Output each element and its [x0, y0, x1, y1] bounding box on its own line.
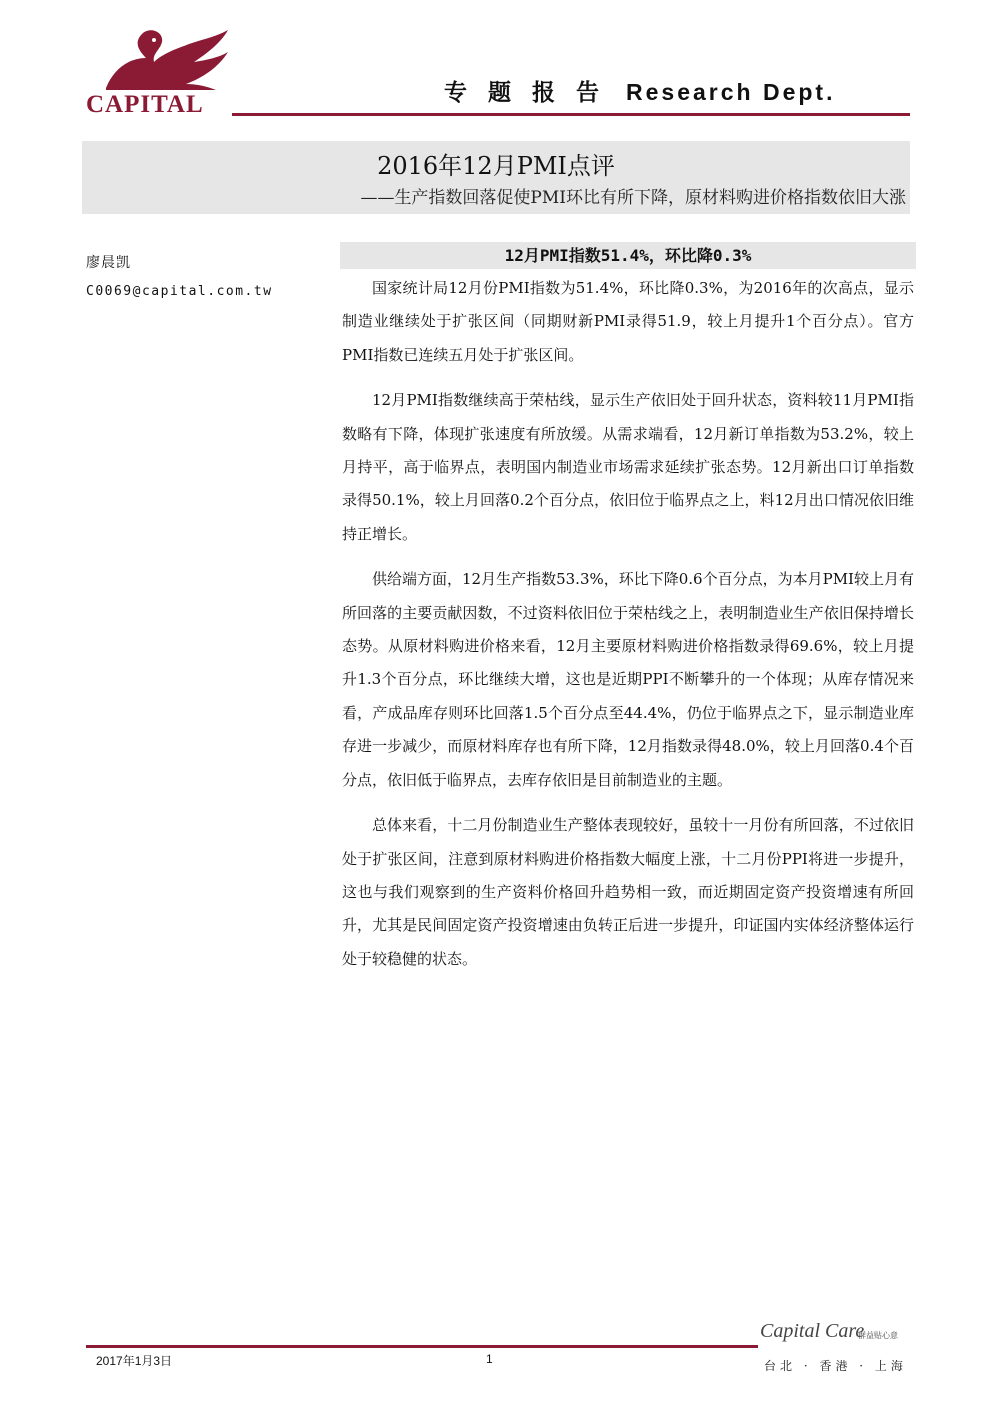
paragraph: 国家统计局12月份PMI指数为51.4%，环比降0.3%，为2016年的次高点，显示制造业继续处于扩张区间（同期财新PMI录得51.9，较上月提升1个百分点）。官方PMI指数已连续五月处于扩张区间。 — [342, 279, 914, 364]
page-number: 1 — [486, 1352, 493, 1366]
footer-rule — [86, 1345, 758, 1348]
paragraph: 供给端方面，12月生产指数53.3%，环比下降0.6个百分点，为本月PMI较上月有所回落的主要贡献因数，不过资料依旧位于荣枯线之上，表明制造业生产依旧保持增长态势。从原材料购进价格来看，12月主要原材料购进价格指数录得69.6%，较上月提升1.3个百分点，环比继续大增，这也是近期PPI不断攀升的一个体现；从库存情况来看，产成品库存则环比回落1.5个百分点至44.4%，仍位于临界点之下，显示制造业库存进一步减少，而原材料库存也有所下降，12月指数录得48.0%，较上月回落0.4个百分点，依旧低于临界点，去库存依旧是目前制造业的主题。 — [342, 570, 914, 789]
paragraph: 总体来看，十二月份制造业生产整体表现较好，虽较十一月份有所回落，不过依旧处于扩张区间，注意到原材料购进价格指数大幅度上涨，十二月份PPI将进一步提升，这也与我们观察到的生产资料价格回升趋势相一致，而近期固定资产投资增速有所回升，尤其是民间固定资产投资增速由负转正后进一步提升，印证国内实体经济整体运行处于较稳健的状态。 — [342, 816, 914, 968]
header-rule — [232, 113, 910, 116]
logo-wordmark: CAPITAL — [86, 91, 204, 118]
author-name: 廖晨凯 — [86, 255, 131, 271]
section-heading: 12月PMI指数51.4%，环比降0.3% — [340, 242, 916, 269]
title-box — [82, 141, 910, 214]
footer-cities: 台北 · 香港 · 上海 — [764, 1359, 907, 1373]
paragraph: 12月PMI指数继续高于荣枯线，显示生产依旧处于回升状态，资料较11月PMI指数略有下降，体现扩张速度有所放缓。从需求端看，12月新订单指数为53.2%，较上月持平，高于临界点，表明国内制造业市场需求延续扩张态势。12月新出口订单指数录得50.1%，较上月回落0.2个百分点，依旧位于临界点之上，料12月出口情况依旧维持正增长。 — [342, 391, 914, 543]
report-body — [342, 272, 914, 988]
report-header — [444, 74, 904, 107]
page-subtitle: ——生产指数回落促使PMI环比有所下降，原材料购进价格指数依旧大涨 — [360, 188, 906, 208]
footer-brand: Capital Care — [760, 1320, 865, 1342]
report-type: 专题报告 — [444, 79, 620, 105]
footer-tagline: 群益贴心意 — [858, 1331, 898, 1340]
eagle-logo-icon — [102, 28, 232, 92]
dept-label: Research Dept. — [626, 79, 836, 105]
page-title: 2016年12月PMI点评 — [377, 152, 615, 180]
capital-logo — [84, 28, 236, 120]
author-email: C0069@capital.com.tw — [86, 284, 273, 299]
footer-date: 2017年1月3日 — [96, 1354, 173, 1368]
